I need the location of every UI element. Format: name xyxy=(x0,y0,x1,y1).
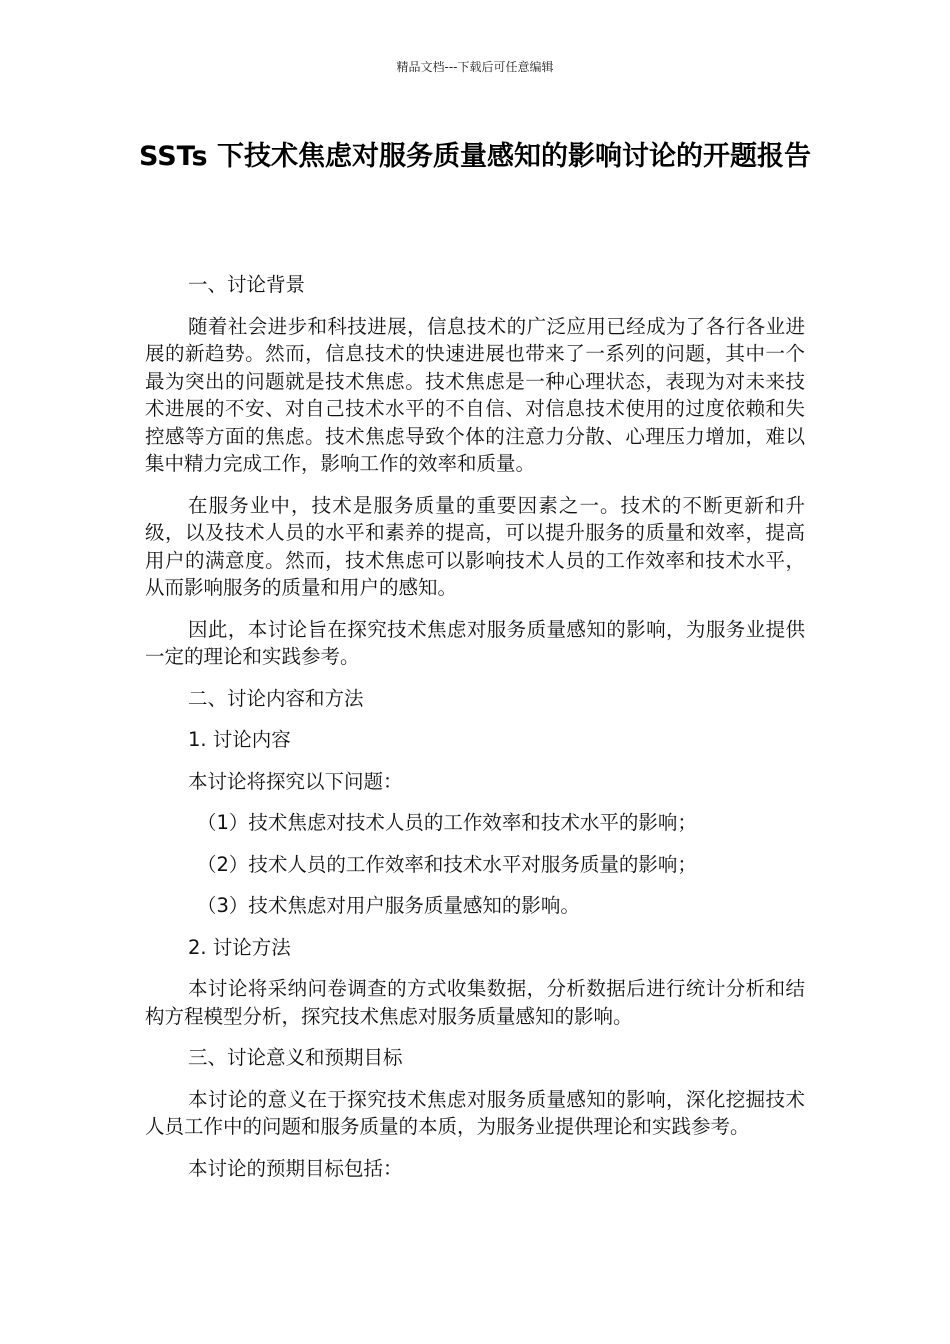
paragraph-background-1: 随着社会进步和科技进展，信息技术的广泛应用已经成为了各行各业进展的新趋势。然而，信息技术的快速进展也带来了一系列的问题，其中一个最为突出的问题就是技术焦虑。技术焦虑是一种心理状态，表现为对未来技术进展的不安、对自己技术水平的不自信、对信息技术使用的过度依赖和失控感等方面的焦虑。技术焦虑导致个体的注意力分散、心理压力增加，难以集中精力完成工作，影响工作的效率和质量。 xyxy=(145,314,805,475)
paragraph-method: 本讨论将采纳问卷调查的方式收集数据，分析数据后进行统计分析和结构方程模型分析，探究技术焦虑对服务质量感知的影响。 xyxy=(145,977,805,1028)
section-heading-background: 一、讨论背景 xyxy=(188,273,306,296)
document-title: SSTs 下技术焦虑对服务质量感知的影响讨论的开题报告 xyxy=(139,141,811,172)
subheading-content: 1. 讨论内容 xyxy=(188,728,291,751)
page-header: 精品文档---下载后可任意编辑 xyxy=(396,60,554,74)
section-heading-content: 二、讨论内容和方法 xyxy=(188,686,364,710)
paragraph-goals-intro: 本讨论的预期目标包括： xyxy=(188,1156,403,1180)
list-item: （2）技术人员的工作效率和技术水平对服务质量的影响； xyxy=(197,852,697,876)
paragraph-content-intro: 本讨论将探究以下问题： xyxy=(188,769,403,793)
paragraph-background-3: 因此，本讨论旨在探究技术焦虑对服务质量感知的影响，为服务业提供一定的理论和实践参考。 xyxy=(145,617,805,668)
section-heading-significance: 三、讨论意义和预期目标 xyxy=(188,1046,403,1069)
list-item: （1）技术焦虑对技术人员的工作效率和技术水平的影响； xyxy=(197,811,697,834)
paragraph-significance: 本讨论的意义在于探究技术焦虑对服务质量感知的影响，深化挖掘技术人员工作中的问题和服务质量的本质，为服务业提供理论和实践参考。 xyxy=(145,1087,805,1138)
document-body xyxy=(145,271,805,1196)
paragraph-background-2: 在服务业中，技术是服务质量的重要因素之一。技术的不断更新和升级，以及技术人员的水平和素养的提高，可以提升服务的质量和效率，提高用户的满意度。然而，技术焦虑可以影响技术人员的工作效率和技术水平，从而影响服务的质量和用户的感知。 xyxy=(145,493,805,599)
subheading-method: 2. 讨论方法 xyxy=(188,935,291,959)
list-item: （3）技术焦虑对用户服务质量感知的影响。 xyxy=(197,894,580,917)
